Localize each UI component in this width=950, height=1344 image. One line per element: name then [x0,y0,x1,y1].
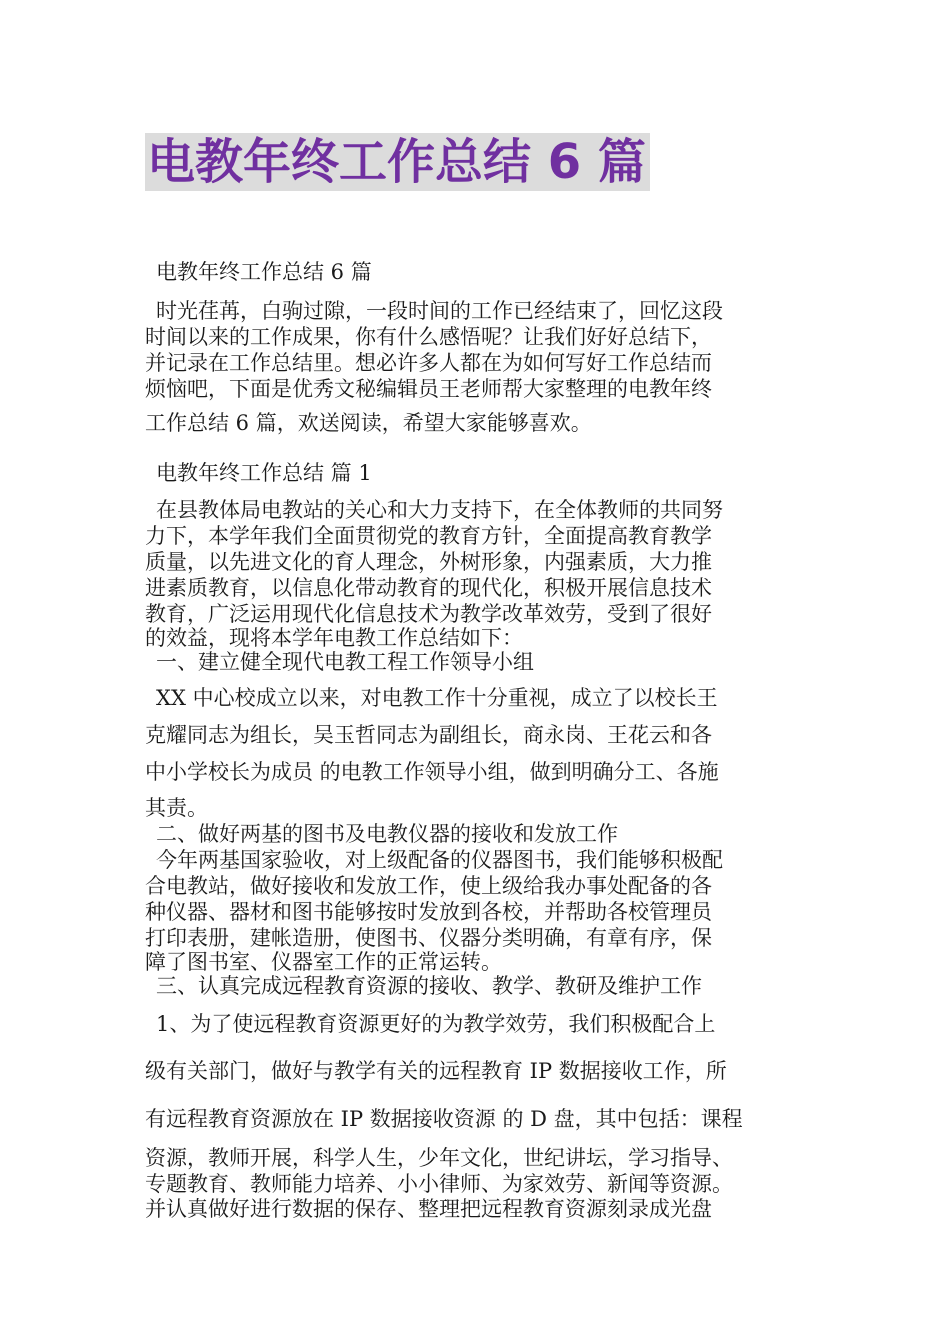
text-line: 克耀同志为组长，吴玉哲同志为副组长，商永岗、王花云和各 [145,723,712,747]
section-heading: 二、做好两基的图书及电教仪器的接收和发放工作 [156,822,618,846]
text-line: XX 中心校成立以来，对电教工作十分重视，成立了以校长王 [156,686,718,710]
section-heading: 电教年终工作总结 篇 1 [156,461,372,485]
text-line: 资源，教师开展，科学人生，少年文化，世纪讲坛，学习指导、 [145,1146,733,1170]
text-line: 并记录在工作总结里。想必许多人都在为如何写好工作总结而 [145,351,712,375]
text-line: 并认真做好进行数据的保存、整理把远程教育资源刻录成光盘 [145,1197,712,1221]
section-heading: 一、建立健全现代电教工程工作领导小组 [156,650,534,674]
text-line: 时光荏苒，白驹过隙，一段时间的工作已经结束了，回忆这段 [156,299,723,323]
section-heading: 三、认真完成远程教育资源的接收、教学、教研及维护工作 [156,974,702,998]
text-line: 的效益，现将本学年电教工作总结如下： [145,626,523,650]
text-line: 种仪器、器材和图书能够按时发放到各校，并帮助各校管理员 [145,900,712,924]
text-line: 障了图书室、仪器室工作的正常运转。 [145,950,502,974]
text-line: 教育，广泛运用现代化信息技术为教学改革效劳，受到了很好 [145,602,712,626]
text-line: 在县教体局电教站的关心和大力支持下，在全体教师的共同努 [156,498,723,522]
text-line: 质量，以先进文化的育人理念，外树形象，内强素质，大力推 [145,550,712,574]
text-line: 烦恼吧，下面是优秀文秘编辑员王老师帮大家整理的电教年终 [145,377,712,401]
text-line: 中小学校长为成员 的电教工作领导小组，做到明确分工、各施 [145,760,719,784]
subtitle: 电教年终工作总结 6 篇 [156,260,372,284]
text-line: 力下，本学年我们全面贯彻党的教育方针，全面提高教育教学 [145,524,712,548]
text-line: 专题教育、教师能力培养、小小律师、为家效劳、新闻等资源。 [145,1172,733,1196]
text-line: 级有关部门，做好与教学有关的远程教育 IP 数据接收工作，所 [145,1059,727,1083]
text-line: 打印表册，建帐造册，使图书、仪器分类明确，有章有序，保 [145,926,712,950]
text-line: 工作总结 6 篇，欢送阅读，希望大家能够喜欢。 [145,411,592,435]
text-line: 有远程教育资源放在 IP 数据接收资源 的 D 盘，其中包括：课程 [145,1107,743,1131]
text-line: 1、为了使远程教育资源更好的为教学效劳，我们积极配合上 [156,1012,716,1036]
text-line: 其责。 [145,796,208,820]
document-title: 电教年终工作总结 6 篇 [147,134,646,190]
text-line: 时间以来的工作成果，你有什么感悟呢？让我们好好总结下， [145,325,712,349]
text-line: 进素质教育，以信息化带动教育的现代化，积极开展信息技术 [145,576,712,600]
text-line: 合电教站，做好接收和发放工作，使上级给我办事处配备的各 [145,874,712,898]
document-title-highlight [145,133,650,191]
text-line: 今年两基国家验收，对上级配备的仪器图书，我们能够积极配 [156,848,723,872]
